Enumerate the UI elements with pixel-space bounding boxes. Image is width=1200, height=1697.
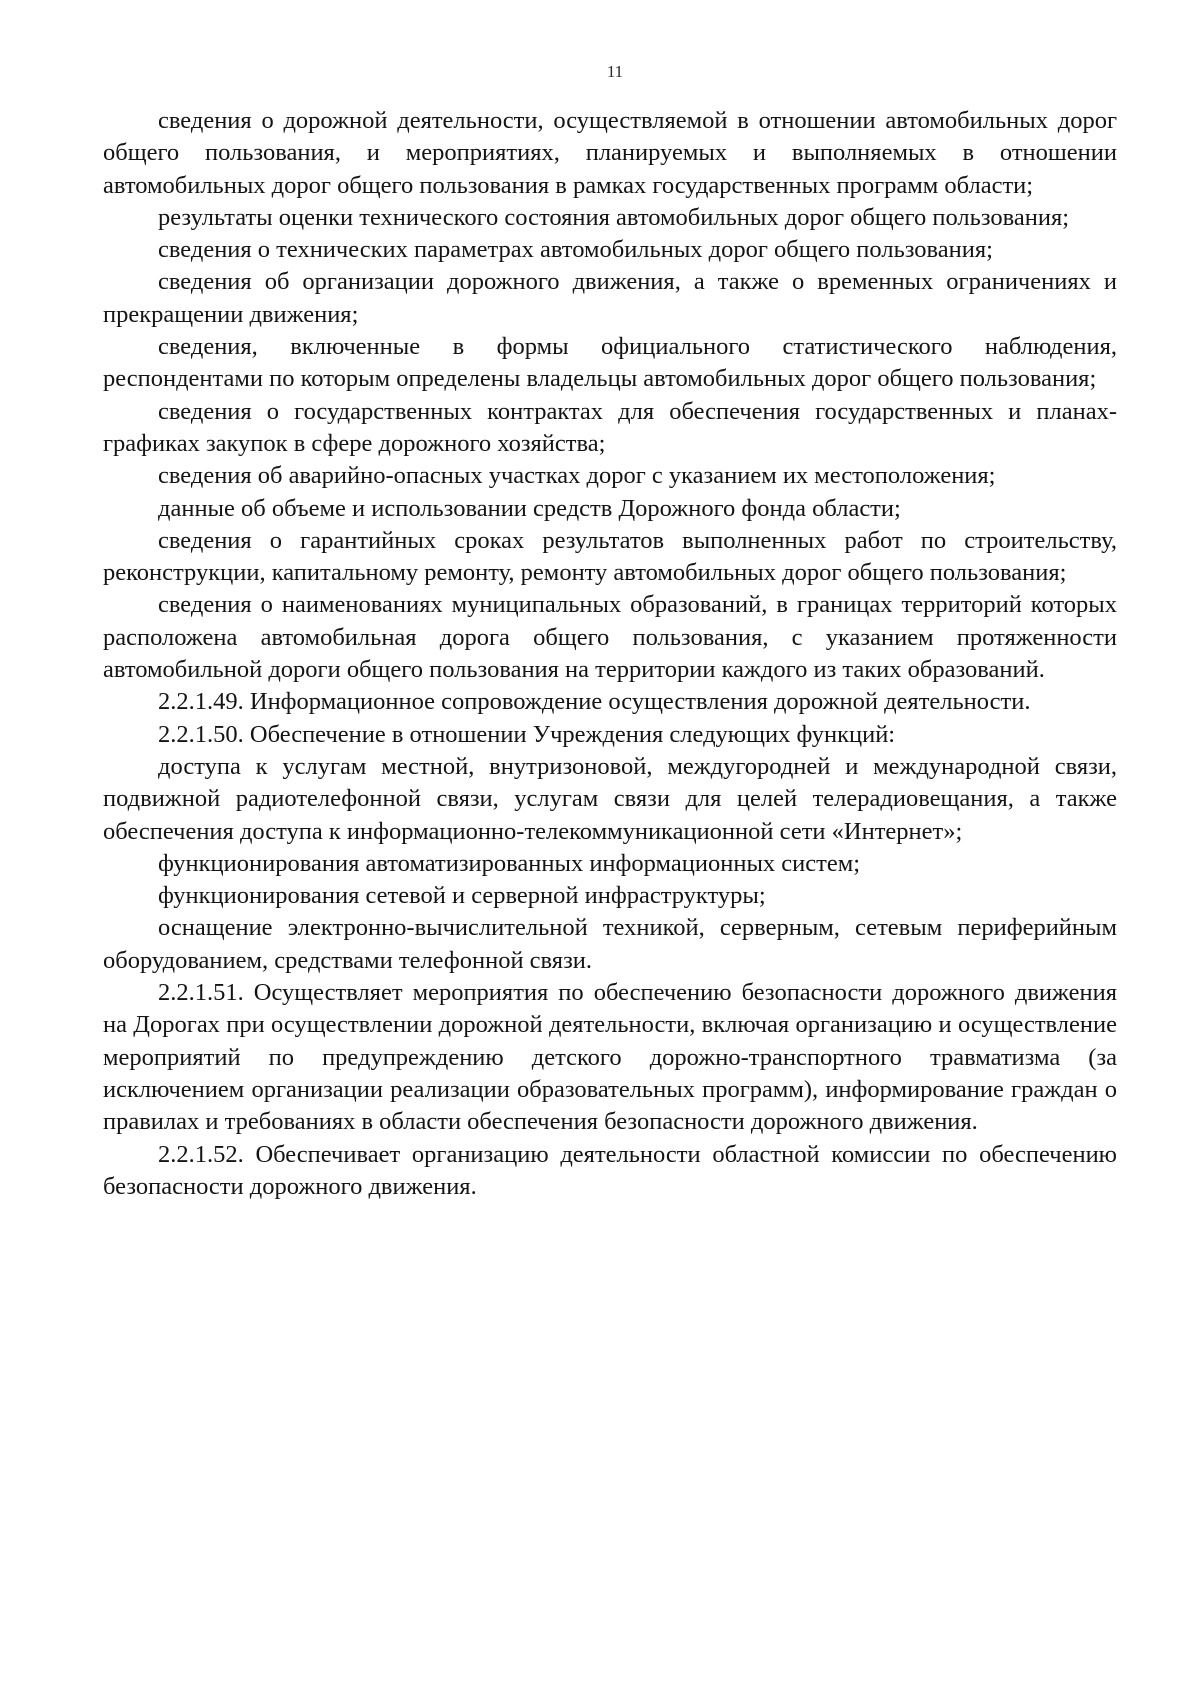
paragraph-technical-parameters: сведения о технических параметрах автомобильных дорог общего пользования;: [158, 236, 993, 264]
paragraph-state-contracts: сведения о государственных контрактах для обеспечения государственных и планах-графиках закупок в сфере дорожного хозяйства;: [103, 397, 1117, 457]
clause-2-2-1-51: 2.2.1.51. Осуществляет мероприятия по обеспечению безопасности дорожного движения на Дорогах при осуществлении дорожной деятельности, включая организацию и осуществление мероприятий по предупреждению детского дорожно-транспортного травматизма (за исключением организации реализации образовательных программ), информирование граждан о правилах и требованиях в области обеспечения безопасности дорожного движения.: [103, 979, 1117, 1136]
paragraph-automated-systems: функционирования автоматизированных информационных систем;: [158, 849, 861, 877]
paragraph-technical-condition: результаты оценки технического состояния автомобильных дорог общего пользования;: [158, 203, 1070, 231]
clause-2-2-1-52: 2.2.1.52. Обеспечивает организацию деятельности областной комиссии по обеспечению безопасности дорожного движения.: [103, 1140, 1117, 1200]
paragraph-traffic-organization: сведения об организации дорожного движения, а также о временных ограничениях и прекращении движения;: [103, 268, 1117, 328]
page-number: 11: [606, 62, 624, 81]
paragraph-municipalities: сведения о наименованиях муниципальных образований, в границах территорий которых расположена автомобильная дорога общего пользования, с указанием протяженности автомобильной дороги общего пользования на территории каждого из таких образований.: [103, 591, 1117, 684]
paragraph-dangerous-sections: сведения об аварийно-опасных участках дорог с указанием их местоположения;: [158, 462, 996, 490]
paragraph-statistical-observation: сведения, включенные в формы официального статистического наблюдения, респондентами по которым определены владельцы автомобильных дорог общего пользования;: [103, 333, 1117, 393]
paragraph-equipment: оснащение электронно-вычислительной техникой, серверным, сетевым периферийным оборудованием, средствами телефонной связи.: [103, 914, 1117, 974]
paragraph-road-activity-info: сведения о дорожной деятельности, осуществляемой в отношении автомобильных дорог общего пользования, и мероприятиях, планируемых и выполняемых в отношении автомобильных дорог общего пользования в рамках государственных программ области;: [103, 107, 1117, 199]
paragraph-warranty-periods: сведения о гарантийных сроках результатов выполненных работ по строительству, реконструкции, капитальному ремонту, ремонту автомобильных дорог общего пользования;: [103, 526, 1117, 587]
clause-2-2-1-50: 2.2.1.50. Обеспечение в отношении Учреждения следующих функций:: [158, 720, 896, 748]
paragraph-communication-access: доступа к услугам местной, внутризоновой, междугородней и международной связи, подвижной радиотелефонной связи, услугам связи для целей телерадиовещания, а также обеспечения доступа к информационно-телекоммуникационной сети «Интернет»;: [103, 752, 1117, 845]
clause-2-2-1-49: 2.2.1.49. Информационное сопровождение осуществления дорожной деятельности.: [158, 688, 1031, 716]
paragraph-network-infrastructure: функционирования сетевой и серверной инфраструктуры;: [158, 882, 766, 910]
paragraph-road-fund: данные об объеме и использовании средств Дорожного фонда области;: [158, 494, 901, 522]
document-body: [103, 105, 1117, 1203]
